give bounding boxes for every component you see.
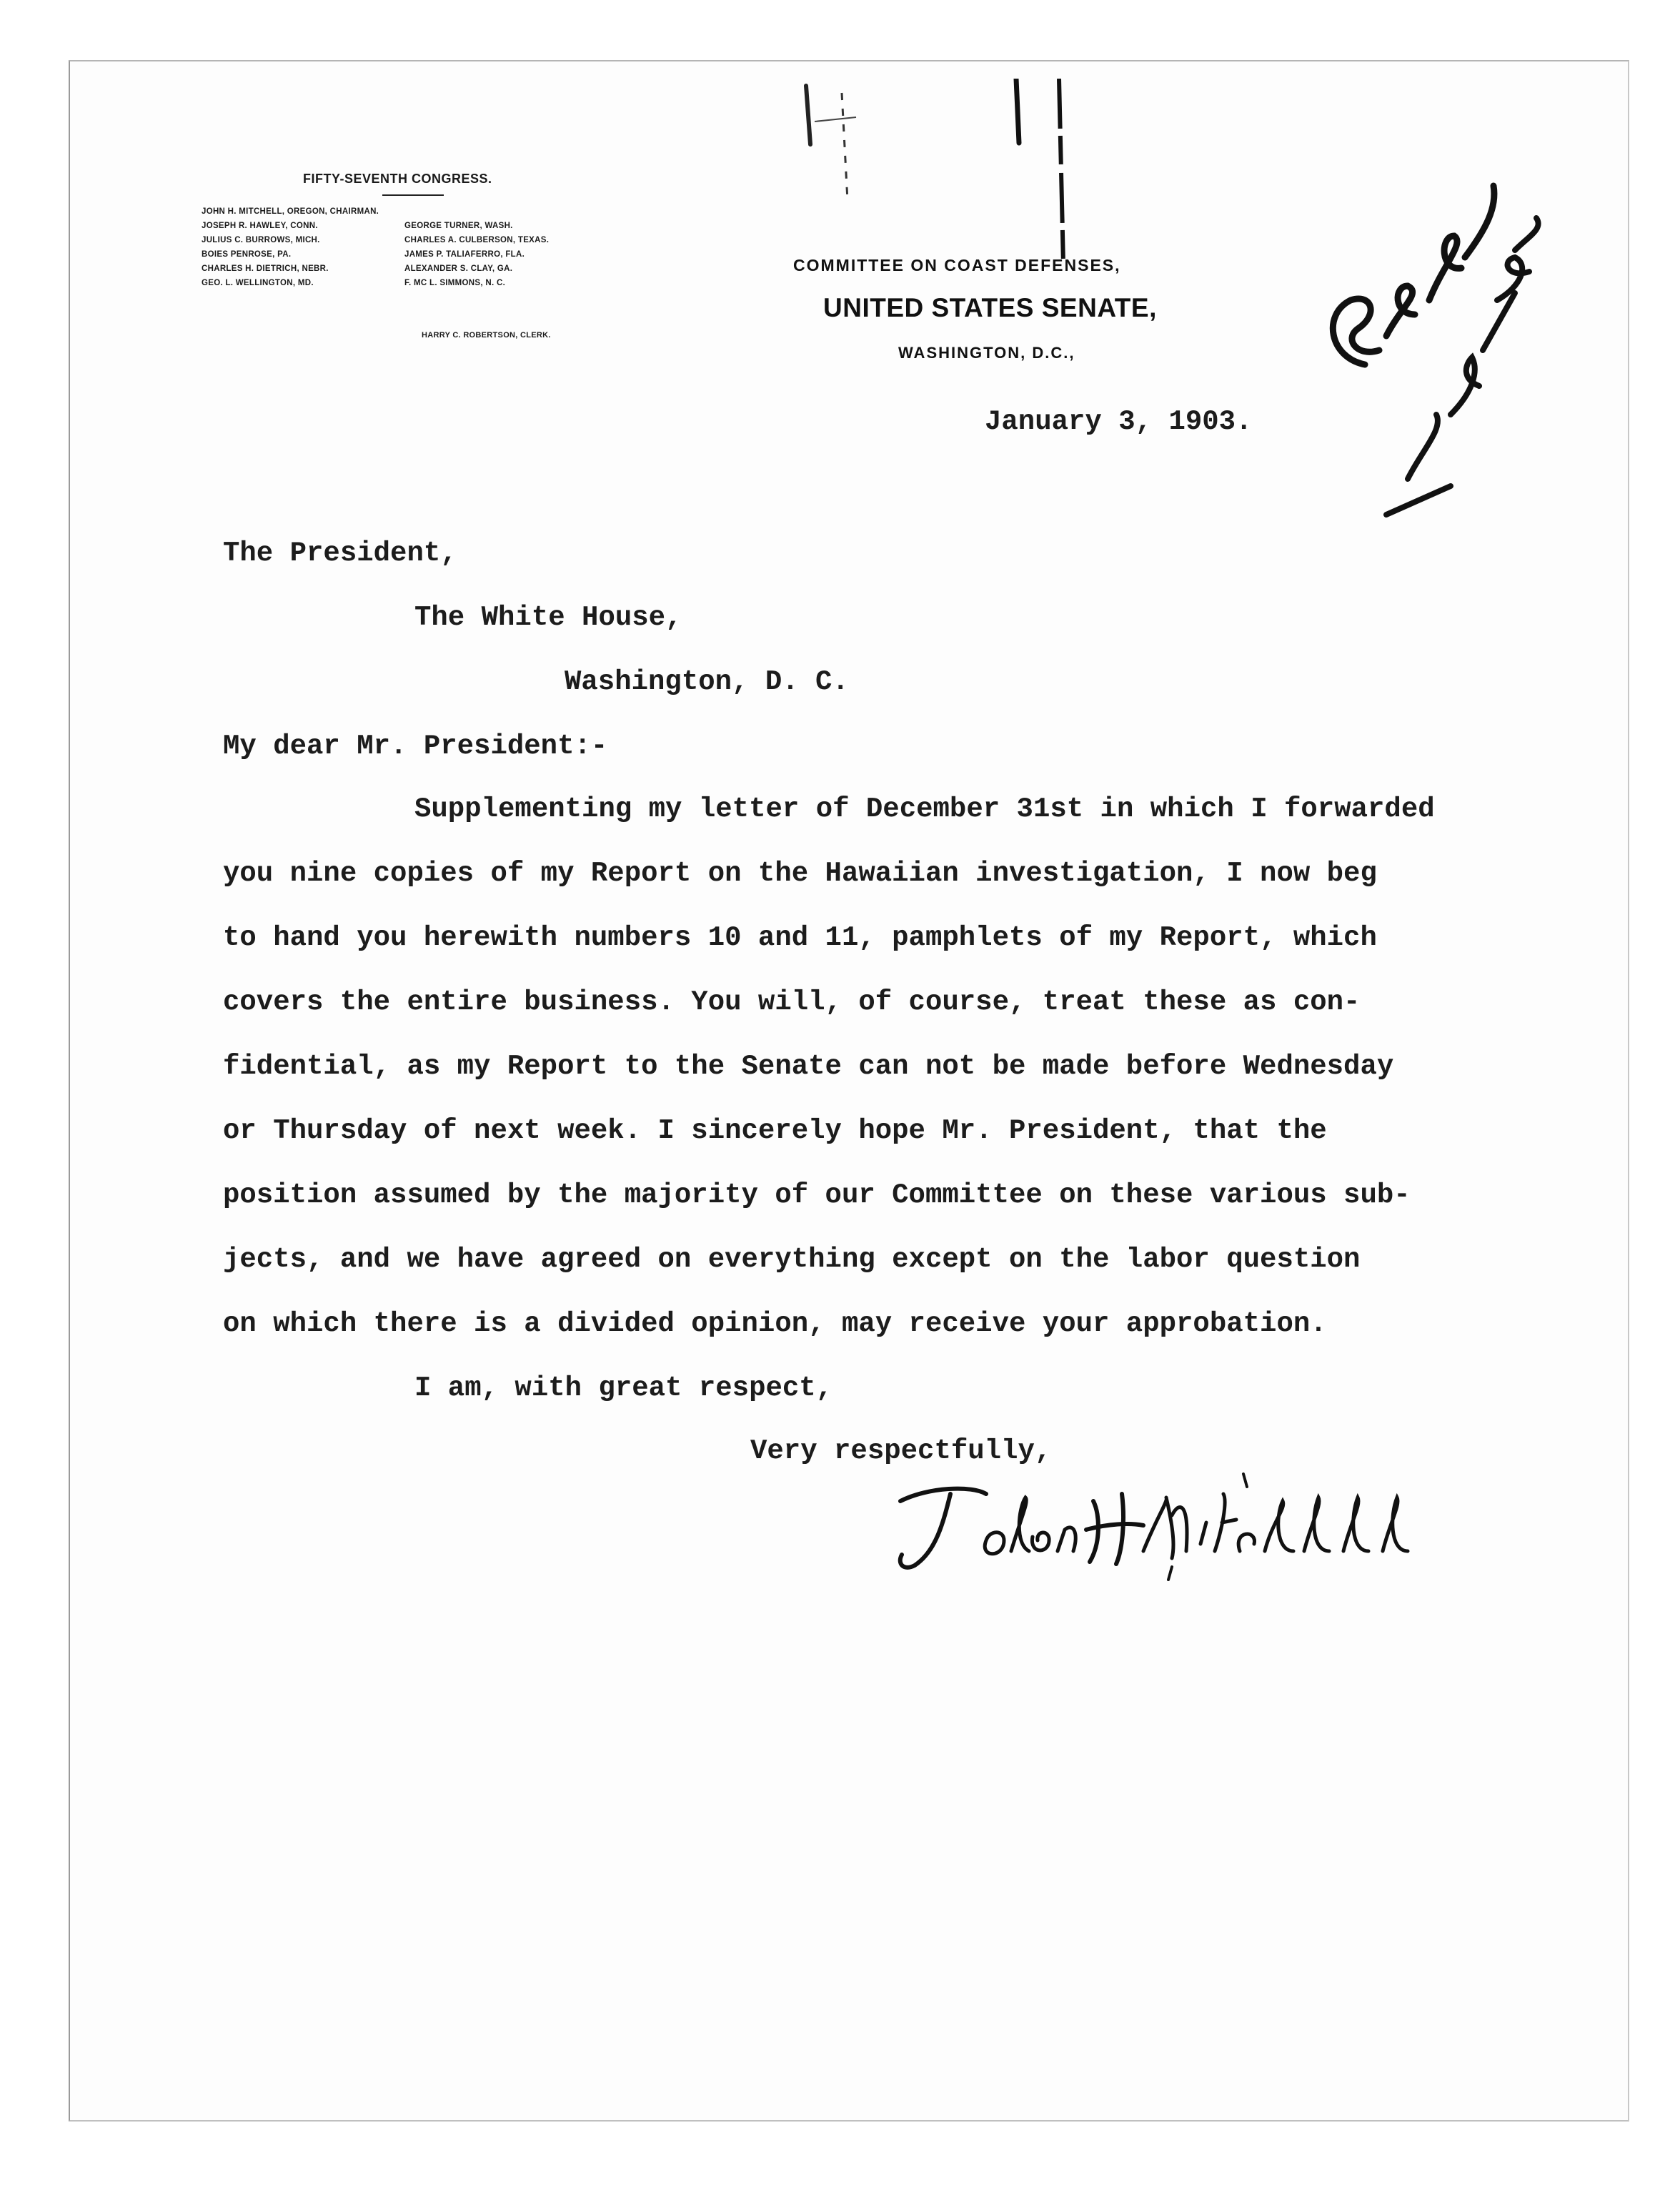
body-line: on which there is a divided opinion, may receive your approbation. xyxy=(223,1308,1327,1340)
member-name: JAMES P. TALIAFERRO, FLA. xyxy=(404,250,525,259)
member-name: JULIUS C. BURROWS, MICH. xyxy=(202,236,320,244)
address-line: The President, xyxy=(223,538,457,569)
member-name: CHARLES A. CULBERSON, TEXAS. xyxy=(404,236,550,244)
body-line: or Thursday of next week. I sincerely hope Mr. President, that the xyxy=(223,1115,1327,1147)
body-line: position assumed by the majority of our Committee on these various sub- xyxy=(223,1179,1411,1211)
member-row xyxy=(202,247,666,262)
senate-heading: UNITED STATES SENATE, xyxy=(823,293,1157,322)
member-name: F. MC L. SIMMONS, N. C. xyxy=(404,279,506,287)
body-line: to hand you herewith numbers 10 and 11, pamphlets of my Report, which xyxy=(223,922,1377,954)
salutation: My dear Mr. President:- xyxy=(223,731,608,762)
signature xyxy=(886,1472,1472,1594)
member-name: JOSEPH R. HAWLEY, CONN. xyxy=(202,222,318,230)
pencil-marks xyxy=(786,79,1086,293)
closing-line: I am, with great respect, xyxy=(414,1372,833,1404)
committee-members xyxy=(202,204,666,290)
handwritten-annotation xyxy=(1301,179,1551,550)
member-row xyxy=(202,219,666,233)
chairman-row xyxy=(202,204,666,219)
member-row xyxy=(202,233,666,247)
body-line: covers the entire business. You will, of course, treat these as con- xyxy=(223,986,1361,1018)
chairman: JOHN H. MITCHELL, OREGON, CHAIRMAN. xyxy=(202,207,379,216)
member-row xyxy=(202,276,666,290)
member-name: BOIES PENROSE, PA. xyxy=(202,250,292,259)
letter-date: January 3, 1903. xyxy=(985,406,1253,437)
address-line: The White House, xyxy=(414,602,682,633)
member-name: GEO. L. WELLINGTON, MD. xyxy=(202,279,314,287)
letterhead-location: WASHINGTON, D.C., xyxy=(898,344,1075,362)
member-name: ALEXANDER S. CLAY, GA. xyxy=(404,264,513,273)
member-row xyxy=(202,262,666,276)
member-name: CHARLES H. DIETRICH, NEBR. xyxy=(202,264,329,273)
clerk-name: HARRY C. ROBERTSON, CLERK. xyxy=(422,331,551,340)
body-line: Supplementing my letter of December 31st in which I forwarded xyxy=(414,793,1435,825)
body-line: fidential, as my Report to the Senate can not be made before Wednesday xyxy=(223,1051,1394,1082)
committee-name: COMMITTEE ON COAST DEFENSES, xyxy=(793,256,1121,274)
member-name: GEORGE TURNER, WASH. xyxy=(404,222,513,230)
address-line: Washington, D. C. xyxy=(565,666,849,698)
body-line: jects, and we have agreed on everything except on the labor question xyxy=(223,1244,1361,1275)
heading-rule xyxy=(382,194,444,196)
body-line: you nine copies of my Report on the Hawaiian investigation, I now beg xyxy=(223,858,1377,889)
congress-heading: FIFTY-SEVENTH CONGRESS. xyxy=(303,172,492,186)
valediction: Very respectfully, xyxy=(750,1435,1052,1467)
